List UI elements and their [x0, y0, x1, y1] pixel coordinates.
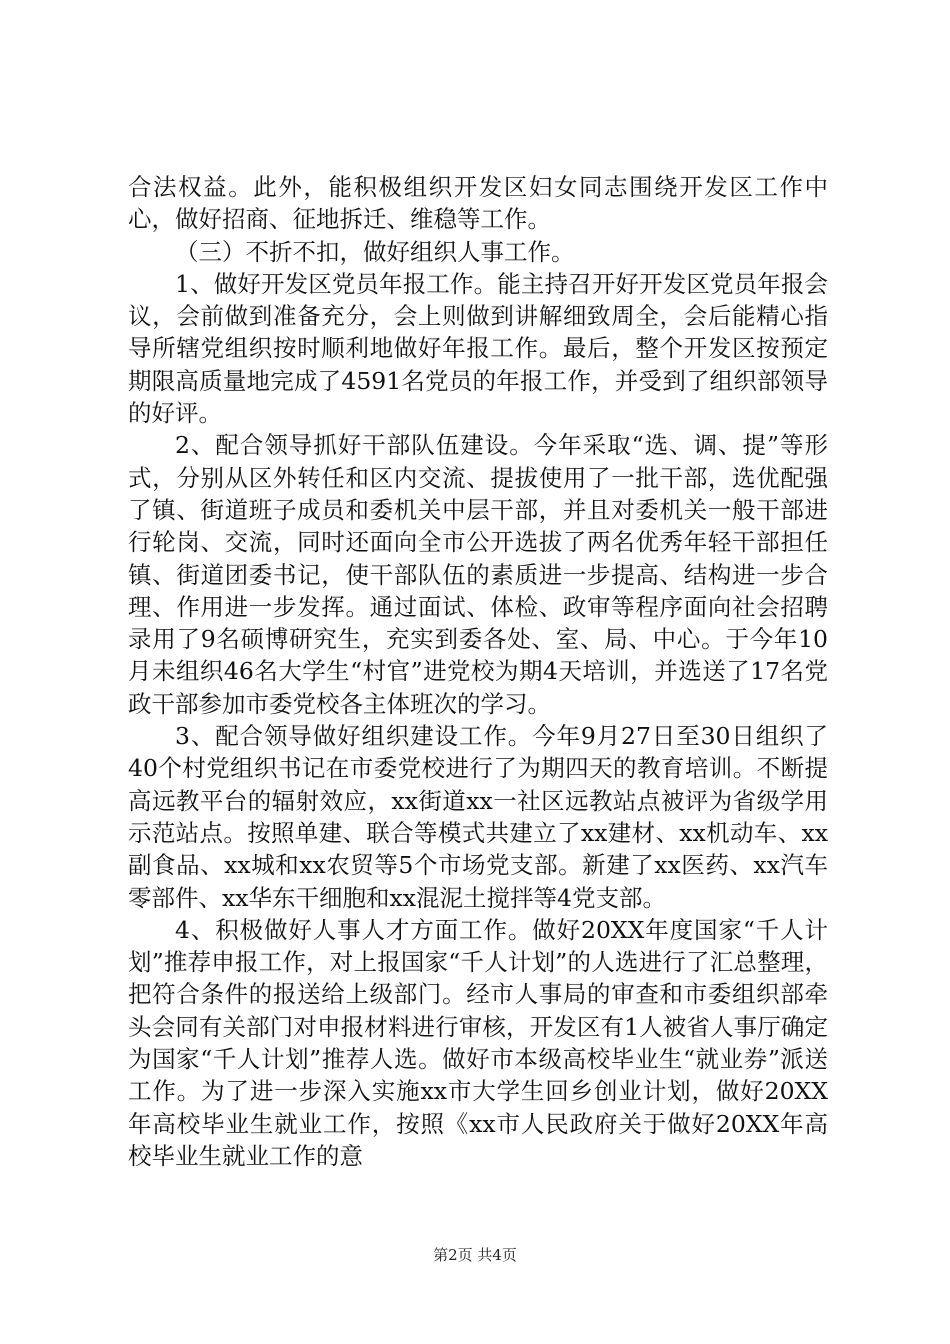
document-body: [128, 171, 828, 1172]
paragraph-party-annual-report: 1、做好开发区党员年报工作。能主持召开好开发区党员年报会议，会前做到准备充分，会上则做到讲解细致周全，会后能精心指导所辖党组织按时顺利地做好年报工作。最后，整个开发区按预定期限高质量地完成了4591名党员的年报工作，并受到了组织部领导的好评。: [128, 269, 828, 428]
page-number-footer: 第2页 共4页: [433, 1246, 517, 1264]
paragraph-continuation: 合法权益。此外，能积极组织开发区妇女同志围绕开发区工作中心，做好招商、征地拆迁、维稳等工作。: [128, 173, 828, 234]
paragraph-cadre-team: 2、配合领导抓好干部队伍建设。今年采取“选、调、提”等形式，分别从区外转任和区内交流、提拔使用了一批干部，选优配强了镇、街道班子成员和委机关中层干部，并且对委机关一般干部进行轮岗、交流，同时还面向全市公开选拔了两名优秀年轻干部担任镇、街道团委书记，使干部队伍的素质进一步提高、结构进一步合理、作用进一步发挥。通过面试、体检、政审等程序面向社会招聘录用了9名硕博研究生，充实到委各处、室、局、中心。于今年10月未组织46名大学生“村官”进党校为期4天培训，并选送了17名党政干部参加市委党校各主体班次的学习。: [128, 431, 828, 718]
paragraph-talent-work: 4、积极做好人事人才方面工作。做好20XX年度国家“千人计划”推荐申报工作，对上报国家“千人计划”的人选进行了汇总整理，把符合条件的报送给上级部门。经市人事局的审查和市委组织部牵头会同有关部门对申报材料进行审核，开发区有1人被省人事厅确定为国家“千人计划”推荐人选。做好市本级高校毕业生“就业券”派送工作。为了进一步深入实施xx市大学生回乡创业计划，做好20XX年高校毕业生就业工作，按照《xx市人民政府关于做好20XX年高校毕业生就业工作的意: [128, 915, 828, 1170]
section-heading: （三）不折不扣，做好组织人事工作。: [175, 237, 575, 266]
paragraph-organization-building: 3、配合领导做好组织建设工作。今年9月27日至30日组织了40个村党组织书记在市委党校进行了为期四天的教育培训。不断提高远教平台的辐射效应，xx街道xx一社区远教站点被评为省级学用示范站点。按照单建、联合等模式共建立了xx建材、xx机动车、xx副食品、xx城和xx农贸等5个市场党支部。新建了xx医药、xx汽车零部件、xx华东干细胞和xx混泥土搅拌等4党支部。: [128, 722, 828, 912]
